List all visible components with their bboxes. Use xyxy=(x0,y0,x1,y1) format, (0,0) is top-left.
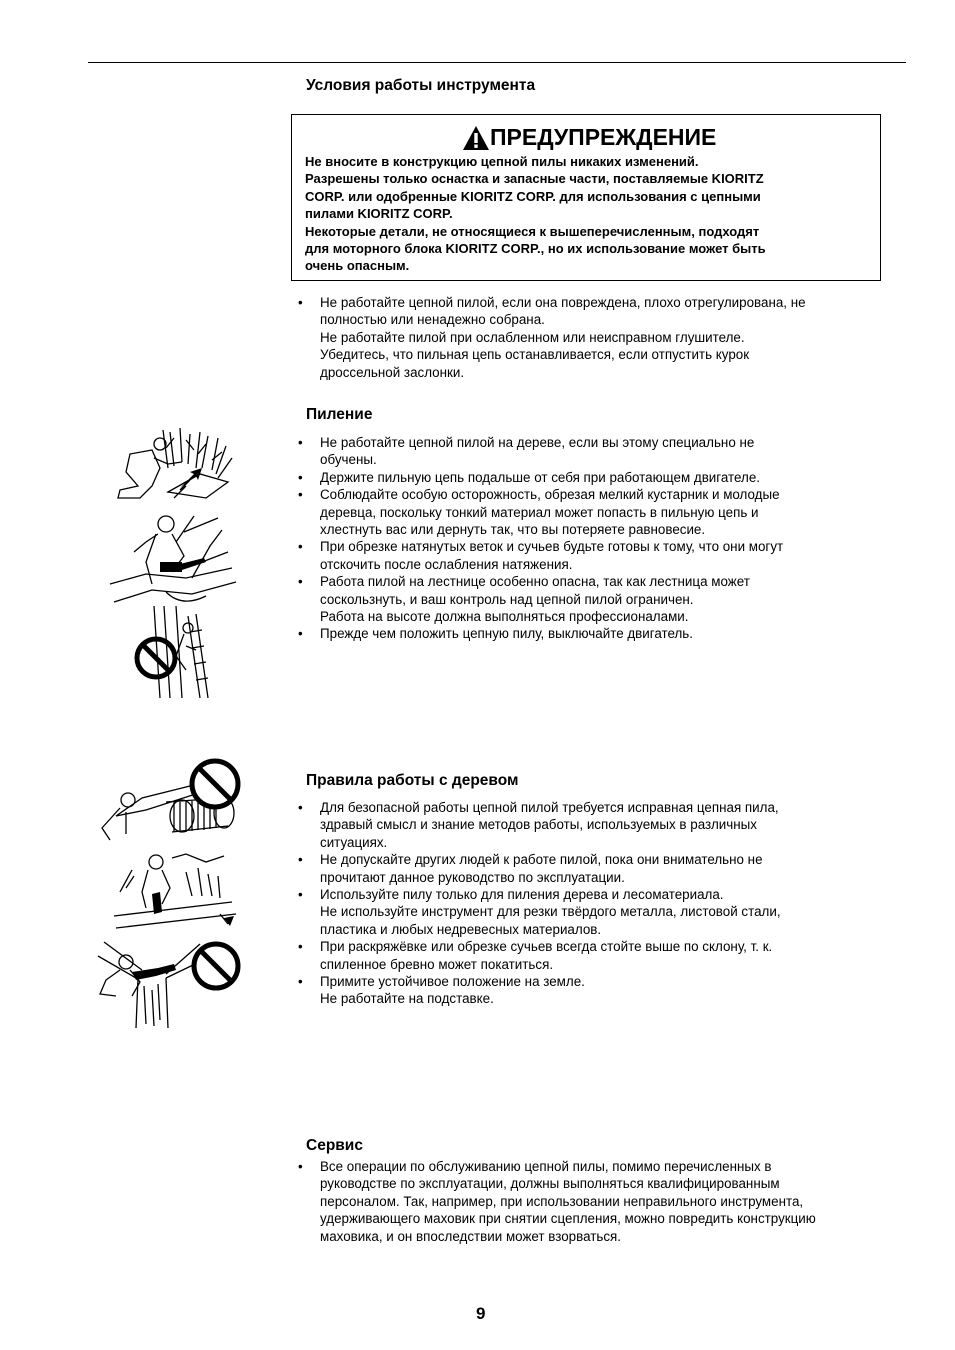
list-item xyxy=(296,851,886,886)
list-item-line: • При обрезке натянутых веток и сучьев будьте готовы к тому, что они могут xyxy=(320,539,784,555)
list-item-line: • Работа пилой на лестнице особенно опасна, так как лестница может xyxy=(320,574,750,590)
bullet-list-operating xyxy=(296,294,886,381)
warning-paragraph xyxy=(305,223,865,275)
list-item-line: здравый смысл и знание методов работы, используемых в различных xyxy=(320,817,757,833)
list-item-line: • Прежде чем положить цепную пилу, выключайте двигатель. xyxy=(320,626,694,642)
list-item xyxy=(296,434,886,469)
section-heading-service: Сервис xyxy=(306,1137,363,1154)
ladder-prohibited-icon xyxy=(130,606,212,698)
bullet-list-cutting xyxy=(296,434,886,643)
bucking-slope-icon xyxy=(112,852,240,932)
list-item-line: персоналом. Так, например, при использовании неправильного инструмента, xyxy=(320,1193,804,1209)
list-item-line: Работа на высоте должна выполняться профессионалами. xyxy=(320,609,689,625)
list-item-line: Не работайте на подставке. xyxy=(320,991,494,1007)
list-item-line: • Соблюдайте особую осторожность, обрезая мелкий кустарник и молодые xyxy=(320,487,780,503)
list-item-line: хлестнуть вас или дернуть так, что вы потеряете равновесие. xyxy=(320,522,706,538)
warning-box xyxy=(291,114,881,281)
list-item-line: • Не работайте цепной пилой, если она повреждена, плохо отрегулирована, не xyxy=(320,295,806,310)
metal-pipe-prohibited-icon xyxy=(96,756,246,848)
list-item-line: прочитают данное руководство по эксплуатации. xyxy=(320,869,625,885)
warning-title: ПРЕДУПРЕЖДЕНИЕ xyxy=(462,123,716,151)
list-item-line: Убедитесь, что пильная цепь останавливается, если отпустить курок xyxy=(320,347,750,363)
list-item xyxy=(296,294,886,381)
tree-standing-prohibited-icon xyxy=(96,934,246,1028)
warning-triangle-icon xyxy=(462,125,490,151)
list-item xyxy=(296,973,886,1008)
list-item-line: обучены. xyxy=(320,452,377,468)
list-item xyxy=(296,538,886,573)
list-item-line: Не работайте пилой при ослабленном или неисправном глушителе. xyxy=(320,329,745,345)
warning-line: для моторного блока KIORITZ CORP., но их использование может быть xyxy=(305,241,766,257)
warning-paragraph xyxy=(305,170,865,222)
list-item-line: руководстве по эксплуатации, должны выполняться квалифицированным xyxy=(320,1176,780,1192)
list-item xyxy=(296,938,886,973)
list-item-line: пластика и любых недревесных материалов. xyxy=(320,921,602,937)
warning-line: CORP. или одобренные KIORITZ CORP. для использования с цепными xyxy=(305,188,761,204)
list-item-line: удерживающего маховик при снятии сцепления, можно повредить конструкцию xyxy=(320,1211,816,1227)
page-number: 9 xyxy=(476,1304,486,1323)
person-in-tree-icon xyxy=(108,428,238,510)
bullet-list-service xyxy=(296,1158,896,1245)
list-item xyxy=(296,886,886,938)
list-item-line: дроссельной заслонки. xyxy=(320,364,465,380)
list-item-line: • Не допускайте других людей к работе пилой, пока они внимательно не xyxy=(320,852,763,868)
list-item-line: Не используйте инструмент для резки твёрдого металла, листовой стали, xyxy=(320,904,781,920)
warning-line: Не вносите в конструкцию цепной пилы никаких изменений. xyxy=(305,154,699,169)
list-item-line: маховика, и он впоследствии может взорваться. xyxy=(320,1228,622,1244)
section-heading-tree-work: Правила работы с деревом xyxy=(306,772,519,789)
list-item-line: соскользнуть, и ваш контроль над цепной пилой ограничен. xyxy=(320,591,694,607)
list-item-line: отскочить после ослабления натяжения. xyxy=(320,556,573,572)
warning-line: Разрешены только оснастка и запасные части, поставляемые KIORITZ xyxy=(305,171,764,187)
warning-line: очень опасным. xyxy=(305,258,410,274)
list-item-line: • Держите пильную цепь подальше от себя при работающем двигателе. xyxy=(320,469,760,485)
list-item-line: • Все операции по обслуживанию цепной пилы, помимо перечисленных в xyxy=(320,1159,772,1174)
list-item xyxy=(296,486,886,538)
warning-line: Некоторые детали, не относящиеся к вышеперечисленным, подходят xyxy=(305,223,760,239)
warning-text xyxy=(305,153,865,275)
list-item-line: • Не работайте цепной пилой на дереве, если вы этому специально не xyxy=(320,435,755,450)
list-item xyxy=(296,1158,896,1245)
list-item xyxy=(296,799,886,851)
list-item xyxy=(296,625,886,642)
list-item-line: • Используйте пилу только для пиления дерева и лесоматериала. xyxy=(320,887,724,903)
top-rule xyxy=(88,62,906,63)
list-item-line: деревца, поскольку тонкий материал может попасть в пильную цепь и xyxy=(320,504,759,520)
list-item xyxy=(296,469,886,486)
list-item-line: ситуациях. xyxy=(320,834,388,850)
bullet-list-tree-work xyxy=(296,799,886,1008)
list-item-line: спиленное бревно может покатиться. xyxy=(320,956,554,972)
list-item-line: полностью или ненадежно собрана. xyxy=(320,312,545,328)
branch-cutting-icon xyxy=(106,512,241,608)
list-item-line: • Примите устойчивое положение на земле. xyxy=(320,974,585,990)
list-item-line: • При раскряжёвке или обрезке сучьев всегда стойте выше по склону, т. к. xyxy=(320,939,773,955)
section-heading-operating-conditions: Условия работы инструмента xyxy=(306,77,536,94)
warning-line: пилами KIORITZ CORP. xyxy=(305,206,453,222)
section-heading-cutting: Пиление xyxy=(306,406,373,423)
list-item xyxy=(296,573,886,625)
warning-paragraph xyxy=(305,153,865,170)
list-item-line: • Для безопасной работы цепной пилой требуется исправная цепная пила, xyxy=(320,800,779,815)
